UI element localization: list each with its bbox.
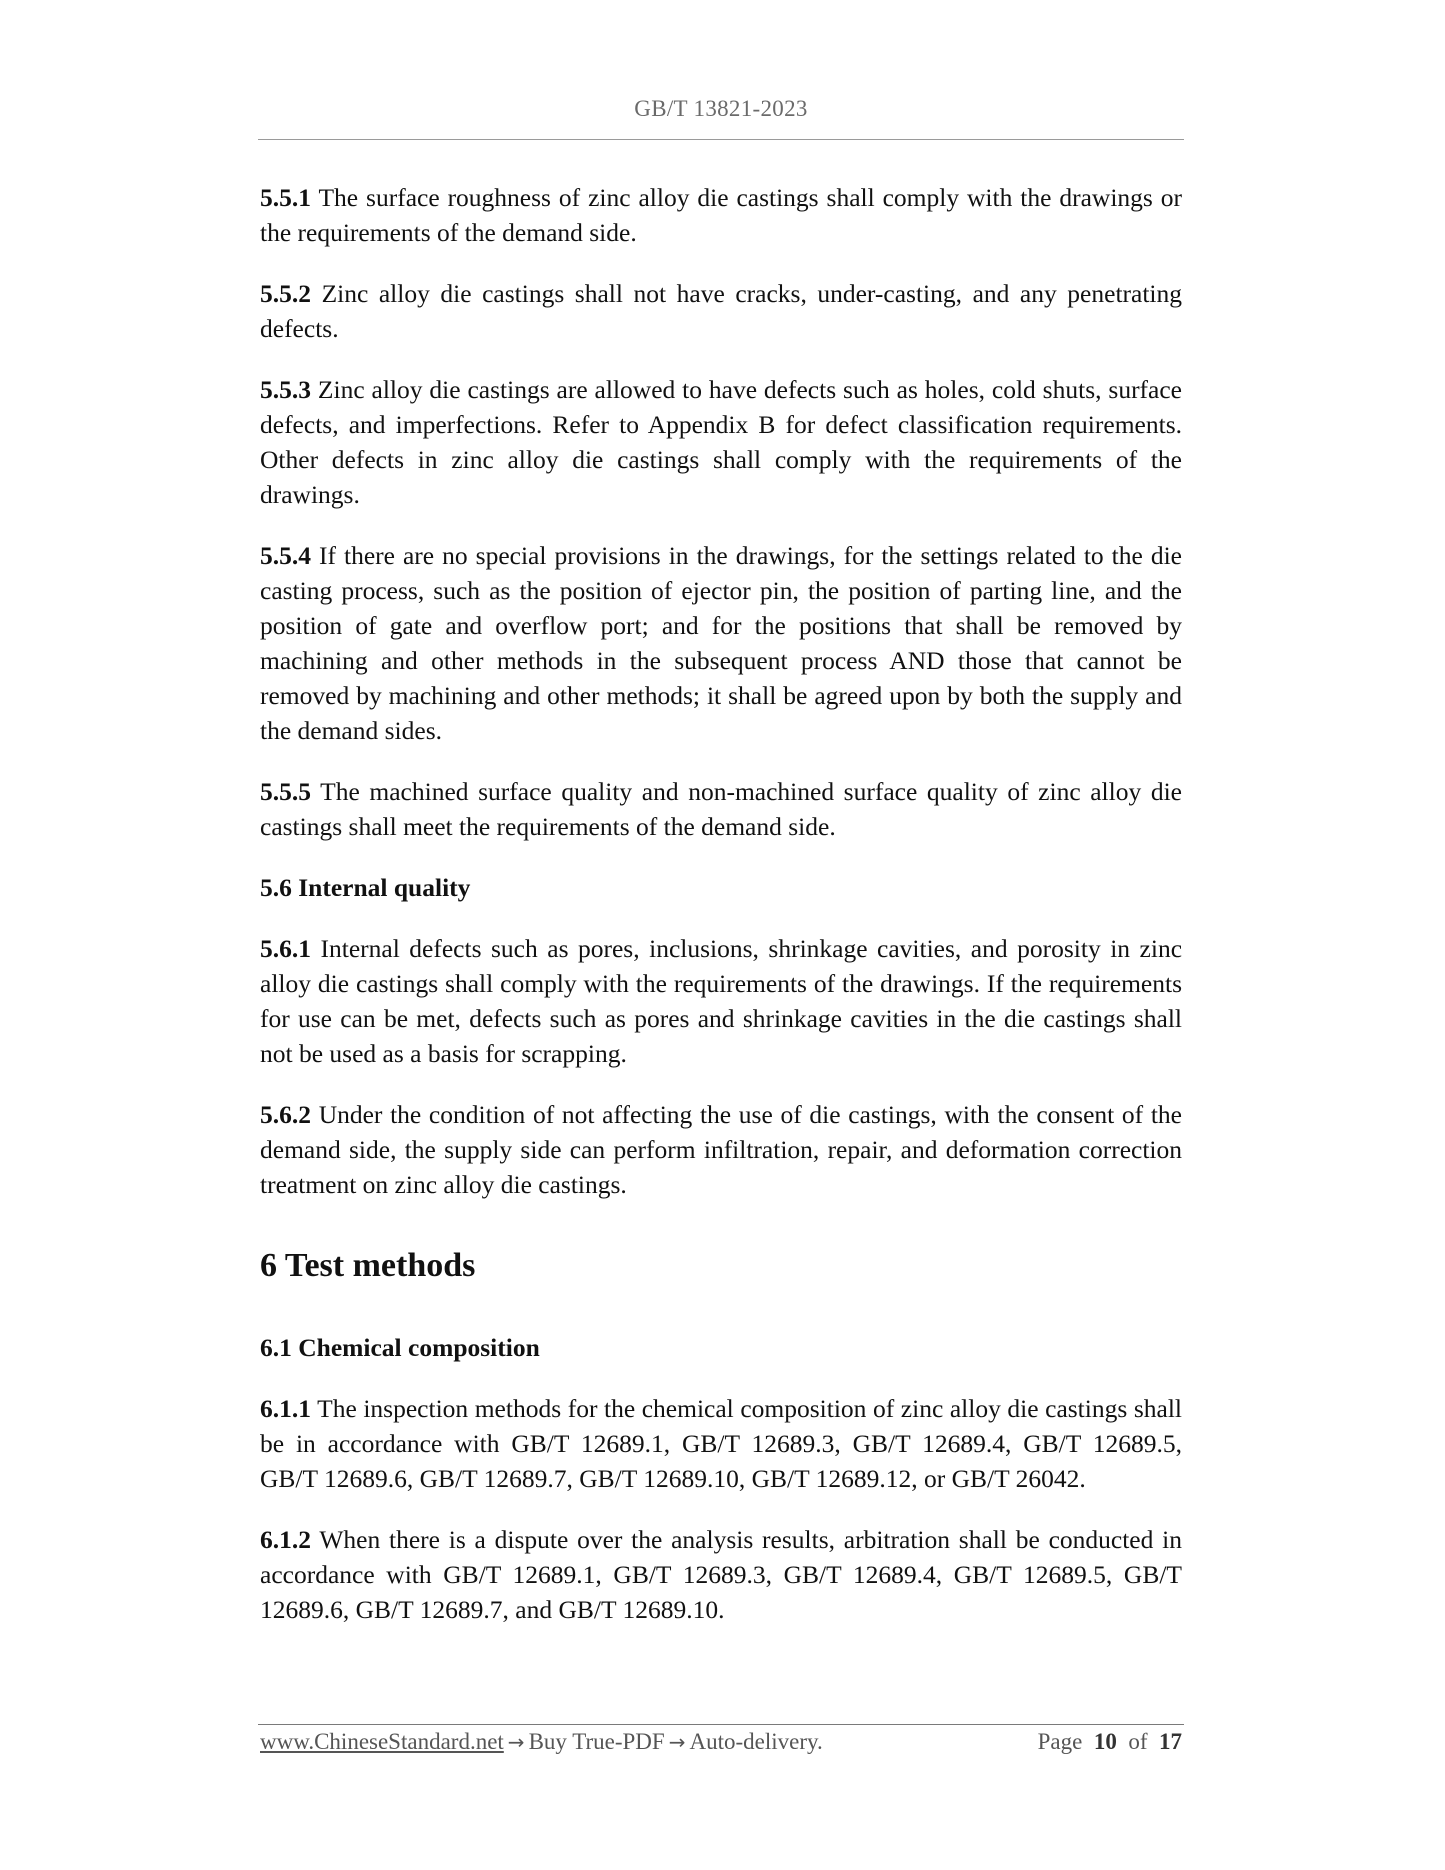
arrow-right-icon: →	[668, 1730, 686, 1754]
clause-text: The surface roughness of zinc alloy die castings shall comply with the drawings or the requirements of the demand side.	[260, 183, 1182, 247]
section-heading-5-6: 5.6 Internal quality	[260, 873, 471, 902]
clause-5-5-5	[260, 774, 1182, 844]
total-pages-number: 17	[1159, 1729, 1182, 1754]
clause-5-5-4	[260, 538, 1182, 748]
running-header: GB/T 13821-2023	[634, 96, 808, 121]
clause-number: 5.6.2	[260, 1100, 311, 1129]
clause-text: When there is a dispute over the analysis results, arbitration shall be conducted in accordance with GB/T 12689.1, GB/T 12689.3, GB/T 12689.4, GB/T 12689.5, GB/T 12689.6, GB/T 12689.7, and GB/T 12689.10.	[260, 1525, 1182, 1624]
clause-number: 5.5.4	[260, 541, 311, 570]
website-link[interactable]: www.ChineseStandard.net	[260, 1729, 504, 1754]
current-page-number: 10	[1093, 1729, 1117, 1754]
header-divider	[258, 139, 1184, 140]
clause-text: Internal defects such as pores, inclusions, shrinkage cavities, and porosity in zinc alloy die castings shall comply with the requirements of the drawings. If the requirements for use can be met, defects such as pores and shrinkage cavities in the die castings shall not be used as a basis for scrapping.	[260, 934, 1183, 1068]
of-label: of	[1128, 1729, 1148, 1754]
page-label: Page	[1037, 1729, 1083, 1754]
clause-number: 6.1.1	[260, 1394, 311, 1423]
clause-number: 5.6.1	[260, 934, 311, 963]
delivery-text: Auto-delivery.	[689, 1729, 823, 1754]
clause-text: Zinc alloy die castings shall not have cracks, under-casting, and any penetrating defects.	[260, 279, 1183, 343]
clause-5-5-1	[260, 180, 1182, 250]
clause-text: Under the condition of not affecting the use of die castings, with the consent of the demand side, the supply side can perform infiltration, repair, and deformation correction treatment on zinc alloy die castings.	[260, 1100, 1182, 1199]
clause-text: The machined surface quality and non-machined surface quality of zinc alloy die castings shall meet the requirements of the demand side.	[260, 777, 1182, 841]
clause-5-5-3	[260, 372, 1182, 512]
clause-number: 5.5.3	[260, 375, 311, 404]
document-body	[260, 180, 1182, 1653]
section-heading-6-1: 6.1 Chemical composition	[260, 1333, 540, 1362]
clause-number: 5.5.2	[260, 279, 311, 308]
clause-5-6-1	[260, 931, 1182, 1071]
footer-divider	[258, 1724, 1184, 1725]
clause-5-5-2	[260, 276, 1182, 346]
page-footer	[260, 1729, 1182, 1761]
page-indicator	[1038, 1729, 1182, 1755]
arrow-right-icon: →	[507, 1730, 525, 1754]
clause-text: Zinc alloy die castings are allowed to have defects such as holes, cold shuts, surface defects, and imperfections. Refer to Appendix B for defect classification requirements. Other defects in zinc alloy die castings shall comply with the requirements of the drawings.	[260, 375, 1183, 509]
buy-text: Buy True-PDF	[528, 1729, 665, 1754]
clause-number: 5.5.1	[260, 183, 311, 212]
clause-number: 5.5.5	[260, 777, 311, 806]
clause-5-6-2	[260, 1097, 1182, 1202]
clause-6-1-1	[260, 1391, 1182, 1496]
clause-6-1-2	[260, 1522, 1182, 1627]
footer-promo	[260, 1729, 823, 1755]
clause-number: 6.1.2	[260, 1525, 311, 1554]
clause-text: The inspection methods for the chemical composition of zinc alloy die castings shall be in accordance with GB/T 12689.1, GB/T 12689.3, GB/T 12689.4, GB/T 12689.5, GB/T 12689.6, GB/T 12689.7, GB/T 12689.10, GB/T 12689.12, or GB/T 26042.	[260, 1394, 1183, 1493]
clause-text: If there are no special provisions in the drawings, for the settings related to the die casting process, such as the position of ejector pin, the position of parting line, and the position of gate and overflow port; and for the positions that shall be removed by machining and other methods in the subsequent process AND those that cannot be removed by machining and other methods; it shall be agreed upon by both the supply and the demand sides.	[260, 541, 1182, 745]
chapter-heading-6: 6 Test methods	[260, 1247, 476, 1284]
